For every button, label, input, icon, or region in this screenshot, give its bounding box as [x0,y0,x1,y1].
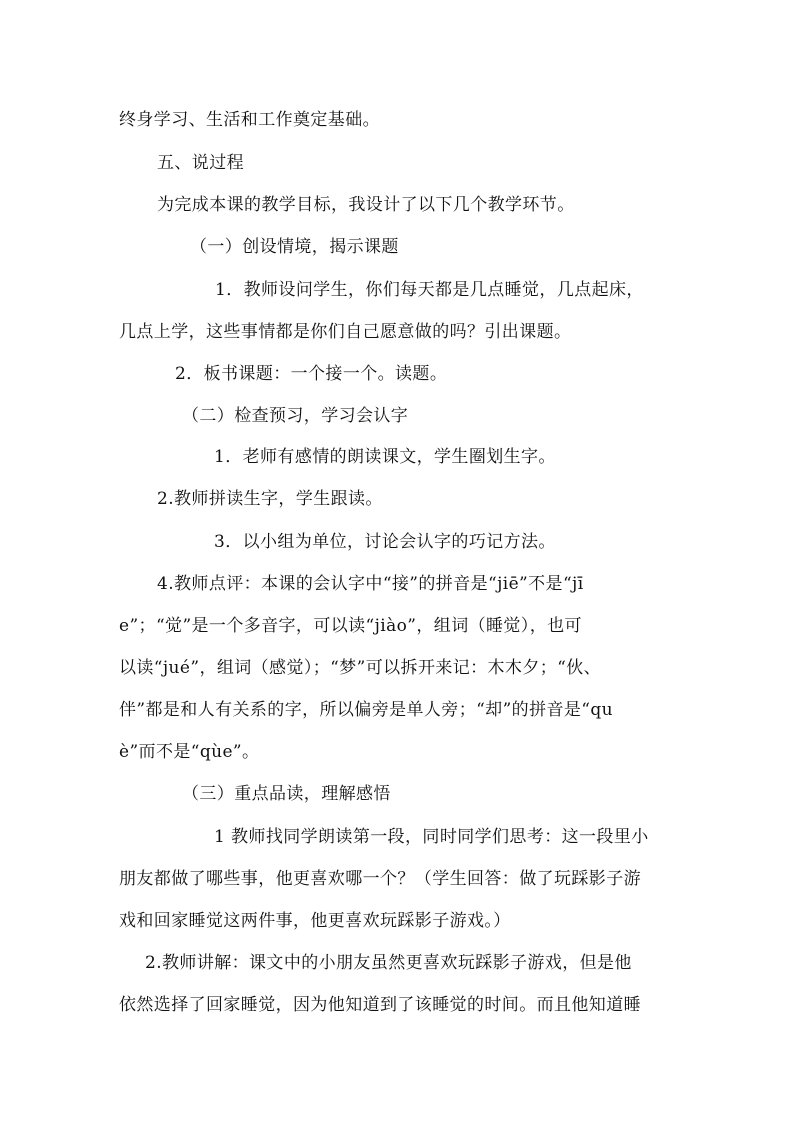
paragraph-line: 以读“jué”，组词（感觉）；“梦”可以拆开来记：木木夕；“伙、 [119,658,602,678]
paragraph-line: e”；“觉”是一个多音字，可以读“jiào”，组词（睡觉），也可 [119,616,582,636]
paragraph-line: è”而不是“qùe”。 [119,742,260,762]
subsection-heading: （三）重点品读，理解感悟 [182,784,391,804]
paragraph-line: 几点上学，这些事情都是你们自己愿意做的吗？引出课题。 [119,322,572,342]
paragraph-line: 3．以小组为单位，讨论会认字的巧记方法。 [214,532,556,552]
paragraph-line: 1 教师找同学朗读第一段，同时同学们思考：这一段里小 [214,827,649,847]
paragraph-line: 2.教师讲解：课文中的小朋友虽然更喜欢玩踩影子游戏，但是他 [145,953,632,973]
paragraph-line: 4.教师点评：本课的会认字中“接”的拼音是“jiē”不是“jī [157,574,584,594]
paragraph-line: 2.教师拼读生字，学生跟读。 [157,489,383,509]
subsection-heading: （二）检查预习，学习会认字 [182,406,409,426]
section-heading: 五、说过程 [157,153,244,173]
paragraph-line: 伴”都是和人有关系的字，所以偏旁是单人旁；“却”的拼音是“qu [119,700,613,720]
subsection-heading: （一）创设情境，揭示课题 [190,237,399,257]
paragraph-line: 终身学习、生活和工作奠定基础。 [119,110,380,130]
paragraph-line: 2．板书课题：一个接一个。读题。 [175,364,448,384]
paragraph-line: 1．教师设问学生，你们每天都是几点睡觉，几点起床， [215,280,644,300]
paragraph-line: 依然选择了回家睡觉，因为他知道到了该睡觉的时间。而且他知道睡 [119,995,641,1015]
paragraph-line: 戏和回家睡觉这两件事，他更喜欢玩踩影子游戏。） [119,911,511,931]
paragraph-line: 朋友都做了哪些事，他更喜欢哪一个？（学生回答：做了玩踩影子游 [119,869,641,889]
paragraph-line: 为完成本课的教学目标，我设计了以下几个教学环节。 [157,195,575,215]
paragraph-line: 1．老师有感情的朗读课文，学生圈划生字。 [214,447,556,467]
